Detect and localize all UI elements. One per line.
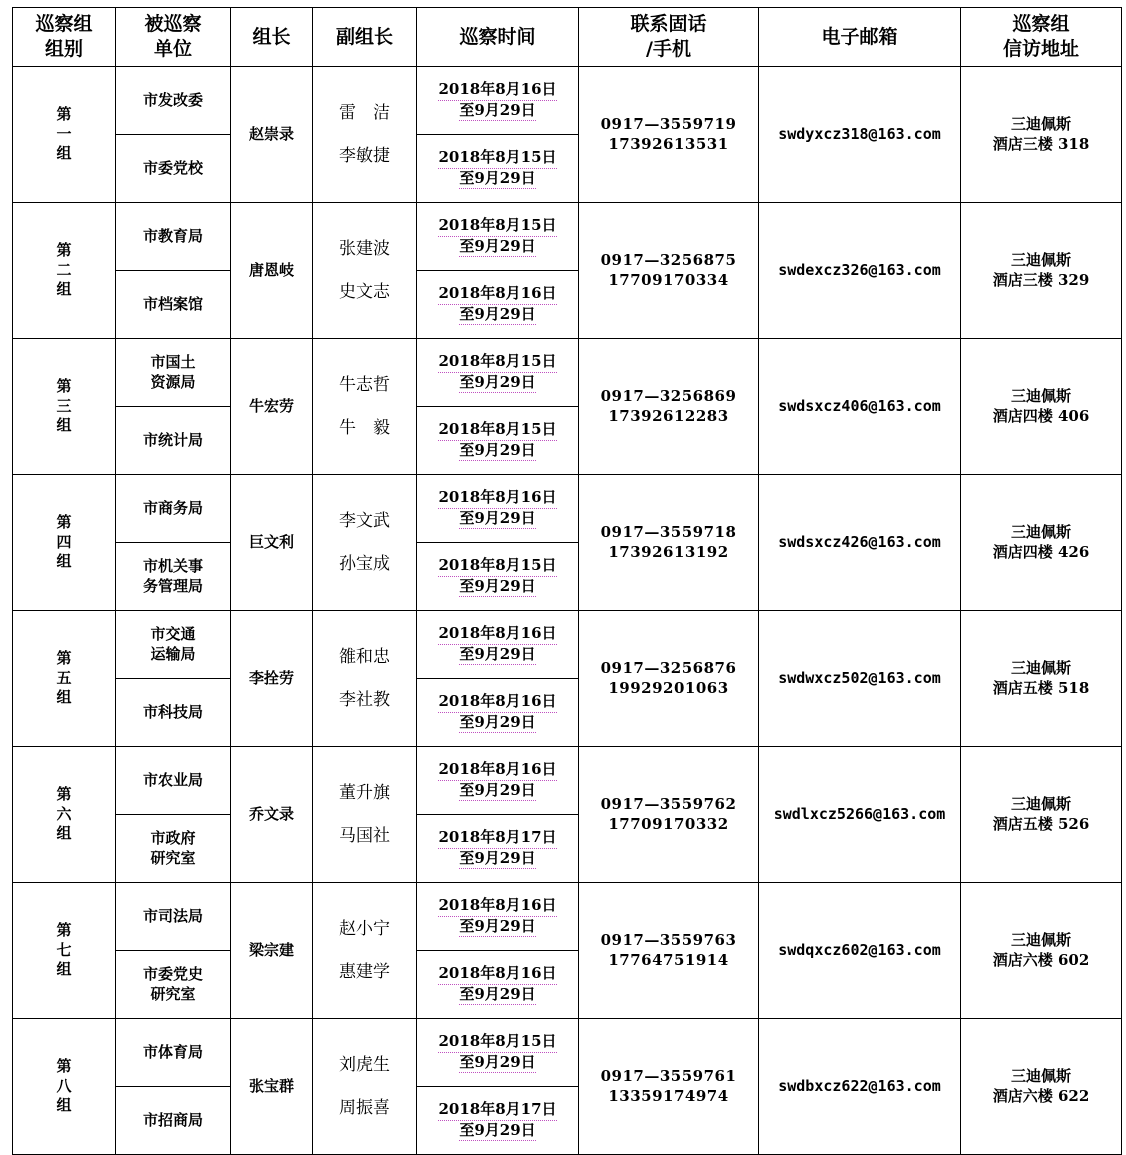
cell-line: 李社教	[339, 689, 390, 710]
email-address: swdexcz326@163.com	[778, 260, 941, 279]
address-cell	[961, 67, 1122, 203]
cell-line: 0917—3256869	[600, 387, 737, 405]
cell-line: 牛 毅	[339, 417, 390, 438]
unit-cell	[116, 543, 231, 611]
cell-line: 第	[56, 241, 72, 260]
cell-line: 2018年8月15日	[438, 148, 556, 169]
phone-cell	[579, 883, 759, 1019]
cell-line: 组别	[44, 38, 83, 60]
cell-line: 至9月29日	[459, 645, 535, 666]
address-cell	[961, 1019, 1122, 1155]
cell-line: 市科技局	[142, 702, 203, 721]
cell-line: 2018年8月16日	[438, 760, 556, 781]
cell-line: 0917—3559761	[600, 1067, 737, 1085]
cell-line: 三迪佩斯	[1010, 251, 1071, 269]
cell-line: 三迪佩斯	[1010, 795, 1071, 813]
unit-cell	[116, 67, 231, 135]
cell-line: 0917—3256875	[600, 251, 737, 269]
cell-line: 0917—3559719	[600, 115, 737, 133]
group-label	[13, 67, 116, 203]
header-time	[417, 8, 579, 67]
cell-line: 至9月29日	[459, 577, 535, 598]
table-row	[13, 203, 1122, 271]
leader-cell	[231, 611, 313, 747]
time-cell	[417, 271, 579, 339]
cell-line: 13359174974	[608, 1086, 729, 1105]
unit-cell	[116, 747, 231, 815]
cell-line: 孙宝成	[339, 553, 390, 574]
cell-line: 2018年8月16日	[438, 284, 556, 305]
cell-line: 三迪佩斯	[1010, 387, 1071, 405]
cell-line: 董升旗	[339, 783, 390, 803]
email-address: swdyxcz318@163.com	[778, 124, 941, 143]
cell-line: 至9月29日	[459, 169, 535, 190]
cell-line: 至9月29日	[459, 373, 535, 394]
cell-line: 资源局	[150, 372, 196, 391]
group-label	[13, 611, 116, 747]
cell-line: 第	[56, 921, 72, 940]
cell-line: 2018年8月16日	[438, 488, 556, 509]
leader-name: 牛宏劳	[248, 396, 294, 415]
email-cell	[759, 203, 961, 339]
deputy-cell	[313, 67, 417, 203]
leader-cell	[231, 67, 313, 203]
unit-cell	[116, 883, 231, 951]
deputy-cell	[313, 339, 417, 475]
cell-line: 17392613192	[608, 542, 729, 561]
email-address: swdlxcz5266@163.com	[773, 804, 946, 823]
cell-line: 2018年8月16日	[438, 896, 556, 917]
cell-line: 至9月29日	[459, 849, 535, 870]
group-label	[13, 475, 116, 611]
cell-line: 至9月29日	[459, 441, 535, 462]
time-cell	[417, 747, 579, 815]
table-header-row	[13, 8, 1122, 67]
cell-line: 信访地址	[1002, 38, 1079, 60]
cell-line: 市体育局	[142, 1042, 203, 1061]
cell-line: 17709170334	[608, 270, 729, 289]
cell-line: 至9月29日	[459, 237, 535, 258]
cell-line: 酒店四楼 406	[992, 406, 1090, 425]
cell-line: 三迪佩斯	[1010, 659, 1071, 677]
cell-line: 市档案馆	[142, 294, 203, 313]
cell-line: 组	[56, 416, 72, 435]
cell-line: 2018年8月15日	[438, 556, 556, 577]
cell-line: 组	[56, 144, 72, 163]
cell-line: 市商务局	[142, 498, 203, 517]
cell-line: 市交通	[150, 625, 196, 643]
cell-line: 雒和忠	[339, 647, 390, 667]
cell-line: 17392613531	[608, 134, 729, 153]
cell-line: 2018年8月17日	[438, 1100, 556, 1121]
deputy-cell	[313, 747, 417, 883]
phone-cell	[579, 339, 759, 475]
cell-line: 第	[56, 649, 72, 668]
cell-line: 酒店五楼 518	[992, 678, 1090, 697]
group-label	[13, 339, 116, 475]
cell-line: 史文志	[339, 281, 390, 302]
cell-line: 酒店四楼 426	[992, 542, 1090, 561]
cell-line: 李敏捷	[339, 145, 390, 166]
cell-line: 酒店三楼 329	[992, 270, 1090, 289]
cell-line: 巡察组	[35, 13, 93, 36]
phone-cell	[579, 475, 759, 611]
unit-cell	[116, 339, 231, 407]
header-group	[13, 8, 116, 67]
leader-name: 李拴劳	[248, 668, 294, 687]
deputy-cell	[313, 611, 417, 747]
email-address: swdbxcz622@163.com	[778, 1076, 941, 1095]
time-cell	[417, 679, 579, 747]
unit-cell	[116, 951, 231, 1019]
cell-line: 李文武	[339, 511, 390, 531]
cell-line: 0917—3256876	[600, 659, 737, 677]
cell-line: 二	[56, 260, 72, 279]
email-cell	[759, 747, 961, 883]
cell-line: 市司法局	[142, 906, 203, 925]
leader-cell	[231, 339, 313, 475]
email-cell	[759, 67, 961, 203]
cell-line: 组	[56, 824, 72, 843]
time-cell	[417, 407, 579, 475]
unit-cell	[116, 679, 231, 747]
cell-line: 组	[56, 280, 72, 299]
deputy-cell	[313, 1019, 417, 1155]
time-cell	[417, 1087, 579, 1155]
email-address: swdqxcz602@163.com	[778, 940, 941, 959]
address-cell	[961, 339, 1122, 475]
time-cell	[417, 951, 579, 1019]
header-deputy	[313, 8, 417, 67]
cell-line: 市委党史	[142, 965, 203, 983]
time-cell	[417, 543, 579, 611]
phone-cell	[579, 1019, 759, 1155]
table-row	[13, 1019, 1122, 1087]
cell-line: 17764751914	[608, 950, 729, 969]
deputy-cell	[313, 203, 417, 339]
cell-line: 至9月29日	[459, 305, 535, 326]
cell-line: 研究室	[150, 848, 196, 867]
cell-line: 五	[56, 668, 72, 687]
time-cell	[417, 611, 579, 679]
address-cell	[961, 611, 1122, 747]
cell-line: 2018年8月15日	[438, 216, 556, 237]
email-address: swdsxcz406@163.com	[778, 396, 941, 415]
cell-line: 至9月29日	[459, 1053, 535, 1074]
unit-cell	[116, 1019, 231, 1087]
cell-line: 组长	[252, 25, 291, 48]
address-cell	[961, 747, 1122, 883]
cell-line: 一	[56, 124, 72, 143]
table-row	[13, 339, 1122, 407]
unit-cell	[116, 271, 231, 339]
email-cell	[759, 1019, 961, 1155]
time-cell	[417, 203, 579, 271]
table-row	[13, 611, 1122, 679]
cell-line: 巡察时间	[459, 25, 536, 48]
cell-line: 市统计局	[142, 430, 203, 449]
cell-line: 七	[56, 940, 72, 959]
cell-line: 市委党校	[142, 158, 203, 177]
cell-line: 组	[56, 960, 72, 979]
cell-line: 市农业局	[142, 770, 203, 789]
unit-cell	[116, 135, 231, 203]
email-cell	[759, 883, 961, 1019]
time-cell	[417, 883, 579, 951]
header-email	[759, 8, 961, 67]
phone-cell	[579, 203, 759, 339]
cell-line: 联系固话	[630, 13, 707, 36]
cell-line: 0917—3559718	[600, 523, 737, 541]
deputy-cell	[313, 475, 417, 611]
cell-line: 雷 洁	[339, 103, 390, 123]
header-address	[961, 8, 1122, 67]
time-cell	[417, 339, 579, 407]
cell-line: 至9月29日	[459, 101, 535, 122]
phone-cell	[579, 747, 759, 883]
cell-line: 务管理局	[142, 576, 203, 595]
header-phone	[579, 8, 759, 67]
cell-line: 2018年8月15日	[438, 1032, 556, 1053]
email-address: swdwxcz502@163.com	[778, 668, 941, 687]
cell-line: 被巡察	[144, 13, 202, 36]
table-row	[13, 67, 1122, 135]
cell-line: 第	[56, 105, 72, 124]
leader-name: 赵崇录	[248, 124, 294, 143]
time-cell	[417, 1019, 579, 1087]
cell-line: 巡察组	[1012, 13, 1070, 36]
table-row	[13, 475, 1122, 543]
cell-line: /手机	[646, 38, 691, 60]
leader-name: 唐恩岐	[248, 260, 294, 279]
group-label	[13, 747, 116, 883]
cell-line: 八	[56, 1076, 72, 1095]
cell-line: 三迪佩斯	[1010, 931, 1071, 949]
cell-line: 单位	[153, 38, 192, 60]
cell-line: 酒店五楼 526	[992, 814, 1090, 833]
leader-name: 张宝群	[248, 1076, 294, 1095]
group-label	[13, 203, 116, 339]
cell-line: 市发改委	[142, 90, 203, 109]
cell-line: 至9月29日	[459, 1121, 535, 1142]
unit-cell	[116, 1087, 231, 1155]
leader-cell	[231, 883, 313, 1019]
cell-line: 至9月29日	[459, 781, 535, 802]
cell-line: 马国社	[339, 825, 390, 846]
cell-line: 2018年8月16日	[438, 692, 556, 713]
cell-line: 至9月29日	[459, 985, 535, 1006]
leader-name: 梁宗建	[248, 940, 294, 959]
table-row	[13, 883, 1122, 951]
cell-line: 酒店六楼 602	[992, 950, 1090, 969]
cell-line: 0917—3559763	[600, 931, 737, 949]
phone-cell	[579, 611, 759, 747]
email-cell	[759, 611, 961, 747]
cell-line: 三	[56, 396, 72, 415]
cell-line: 牛志哲	[339, 375, 390, 395]
cell-line: 2018年8月15日	[438, 352, 556, 373]
unit-cell	[116, 203, 231, 271]
table-row	[13, 747, 1122, 815]
address-cell	[961, 203, 1122, 339]
cell-line: 周振喜	[339, 1097, 390, 1118]
leader-cell	[231, 475, 313, 611]
inspection-schedule-table	[12, 7, 1122, 1155]
cell-line: 19929201063	[608, 678, 729, 697]
header-leader	[231, 8, 313, 67]
cell-line: 研究室	[150, 984, 196, 1003]
cell-line: 17392612283	[608, 406, 729, 425]
cell-line: 组	[56, 552, 72, 571]
group-label	[13, 1019, 116, 1155]
cell-line: 第	[56, 513, 72, 532]
time-cell	[417, 815, 579, 883]
email-address: swdsxcz426@163.com	[778, 532, 941, 551]
cell-line: 电子邮箱	[821, 25, 898, 48]
cell-line: 赵小宁	[339, 919, 390, 939]
group-label	[13, 883, 116, 1019]
time-cell	[417, 67, 579, 135]
email-cell	[759, 339, 961, 475]
cell-line: 副组长	[335, 25, 393, 48]
leader-name: 巨文利	[248, 532, 294, 551]
cell-line: 市机关事	[142, 557, 203, 575]
email-cell	[759, 475, 961, 611]
cell-line: 六	[56, 804, 72, 823]
cell-line: 0917—3559762	[600, 795, 737, 813]
cell-line: 2018年8月16日	[438, 80, 556, 101]
cell-line: 三迪佩斯	[1010, 115, 1071, 133]
cell-line: 酒店六楼 622	[992, 1086, 1090, 1105]
cell-line: 至9月29日	[459, 917, 535, 938]
unit-cell	[116, 611, 231, 679]
cell-line: 17709170332	[608, 814, 729, 833]
cell-line: 三迪佩斯	[1010, 523, 1071, 541]
deputy-cell	[313, 883, 417, 1019]
table-body	[13, 67, 1122, 1155]
cell-line: 市教育局	[142, 226, 203, 245]
time-cell	[417, 135, 579, 203]
address-cell	[961, 475, 1122, 611]
cell-line: 运输局	[150, 644, 196, 663]
cell-line: 2018年8月16日	[438, 624, 556, 645]
cell-line: 三迪佩斯	[1010, 1067, 1071, 1085]
leader-name: 乔文录	[248, 804, 294, 823]
unit-cell	[116, 407, 231, 475]
cell-line: 市国土	[150, 353, 196, 371]
cell-line: 第	[56, 377, 72, 396]
unit-cell	[116, 815, 231, 883]
header-unit	[116, 8, 231, 67]
cell-line: 至9月29日	[459, 713, 535, 734]
cell-line: 酒店三楼 318	[992, 134, 1090, 153]
cell-line: 2018年8月15日	[438, 420, 556, 441]
cell-line: 组	[56, 1096, 72, 1115]
address-cell	[961, 883, 1122, 1019]
phone-cell	[579, 67, 759, 203]
cell-line: 四	[56, 532, 72, 551]
leader-cell	[231, 747, 313, 883]
cell-line: 刘虎生	[339, 1055, 390, 1075]
leader-cell	[231, 203, 313, 339]
cell-line: 第	[56, 1057, 72, 1076]
cell-line: 市政府	[150, 829, 196, 847]
cell-line: 至9月29日	[459, 509, 535, 530]
cell-line: 张建波	[339, 239, 390, 259]
cell-line: 市招商局	[142, 1110, 203, 1129]
cell-line: 第	[56, 785, 72, 804]
cell-line: 2018年8月16日	[438, 964, 556, 985]
inspection-table-wrapper	[12, 7, 1122, 1155]
time-cell	[417, 475, 579, 543]
cell-line: 组	[56, 688, 72, 707]
cell-line: 惠建学	[339, 961, 390, 982]
unit-cell	[116, 475, 231, 543]
cell-line: 2018年8月17日	[438, 828, 556, 849]
leader-cell	[231, 1019, 313, 1155]
